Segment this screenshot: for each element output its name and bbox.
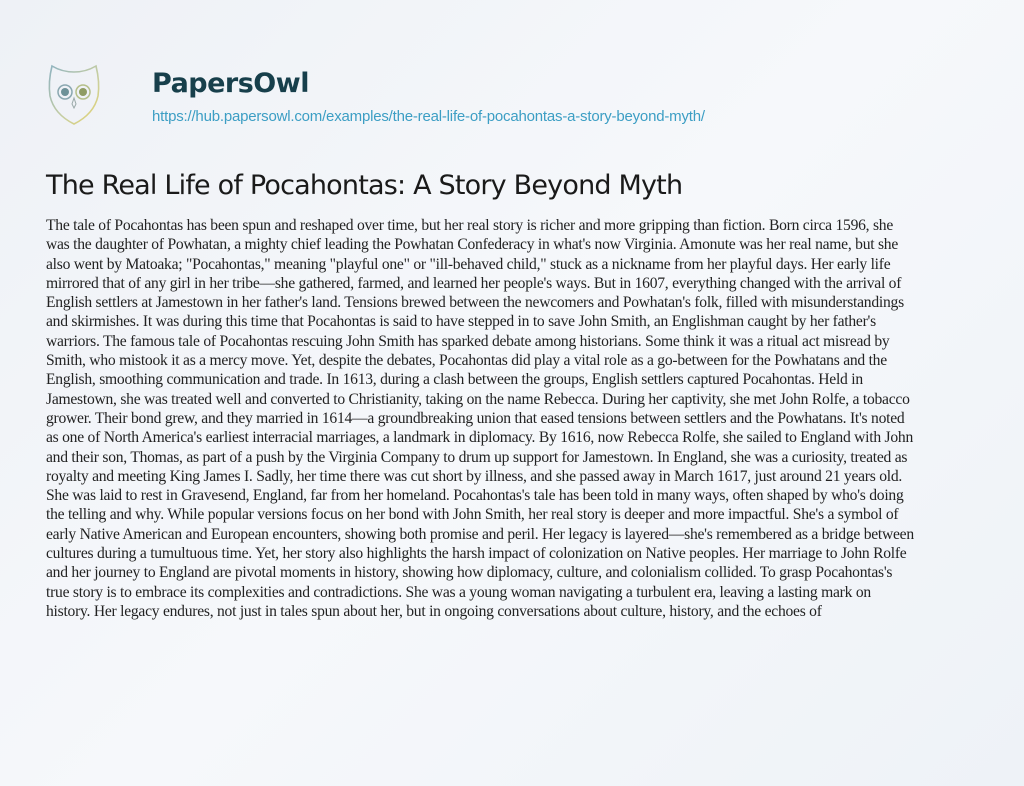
- article-text-line: true story is to embrace its complexities and contradictions. She was a young woman navigating a turbulent era, leaving a lasting mark on: [46, 583, 871, 601]
- article-text-line: and their son, Thomas, as part of a push by the Virginia Company to drum up support for Jamestown. In England, she was a curiosity, treated as: [46, 448, 908, 466]
- article-text-line: The tale of Pocahontas has been spun and reshaped over time, but her real story is richer and more gripping than fiction. Born circa 1596, she: [46, 217, 894, 234]
- article-text-line: royalty and meeting King James I. Sadly, her time there was cut short by illness, and she passed away in March 1617, just around 21 years old.: [46, 467, 903, 485]
- article-text-line: early Native American and European encounters, showing both promise and peril. Her legacy is layered—she's remembered as a bridge between: [46, 525, 914, 543]
- page-url[interactable]: https://hub.papersowl.com/examples/the-real-life-of-pocahontas-a-story-beyond-myth/: [152, 108, 705, 125]
- article-text-line: mirrored that of any girl in her tribe—she gathered, farmed, and learned her people's ways. But in 1607, everything changed with the arrival of: [46, 274, 902, 292]
- article-text-line: She was laid to rest in Gravesend, England, far from her homeland. Pocahontas's tale has been told in many ways, often shaped by who's doing: [46, 487, 904, 505]
- article-body: [46, 216, 1016, 621]
- article-text-line: and skirmishes. It was during this time that Pocahontas is said to have stepped in to save John Smith, an Englishman caught by her father's: [46, 313, 876, 331]
- article-text-line: as one of North America's earliest interracial marriages, a landmark in diplomacy. By 1616, now Rebecca Rolfe, she sailed to England with John: [46, 429, 914, 447]
- article-text-line: Jamestown, she was treated well and converted to Christianity, taking on the name Rebecca. During her captivity, she met John Rolfe, a tobacco: [46, 390, 910, 408]
- article-text-line: English, smoothing communication and trade. In 1613, during a clash between the groups, English settlers captured Pocahontas. Held in: [46, 371, 863, 389]
- article-text-line: cultures during a tumultuous time. Yet, her story also highlights the harsh impact of colonization on Native peoples. Her marriage to John Rolfe: [46, 545, 907, 563]
- article-text-line: and her journey to England are pivotal moments in history, showing how diplomacy, culture, and colonialism collided. To grasp Pocahontas's: [46, 564, 893, 582]
- article-text-line: the telling and why. While popular versions focus on her bond with John Smith, her real story is deeper and more impactful. She's a symbol of: [46, 506, 899, 524]
- article-text-line: was the daughter of Powhatan, a mighty chief leading the Powhatan Confederacy in what's now Virginia. Amonute was her real name, but she: [46, 236, 899, 254]
- article-text-line: history. Her legacy endures, not just in tales spun about her, but in ongoing conversations about culture, history, and the echoes of: [46, 602, 822, 620]
- brand-name[interactable]: PapersOwl: [152, 68, 309, 99]
- article-text-line: also went by Matoaka; "Pocahontas," meaning "playful one" or "ill-behaved child," stuck as a nickname from her playful days. Her early life: [46, 255, 891, 273]
- owl-logo-icon: [46, 62, 102, 128]
- article-text-line: Smith, who mistook it as a mercy move. Yet, despite the debates, Pocahontas did play a vital role as a go-between for the Powhatans and the: [46, 352, 887, 370]
- article-text-line: English settlers at Jamestown in her father's land. Tensions brewed between the newcomers and Powhatan's folk, filled with misunderstandings: [46, 294, 904, 312]
- article-text-line: grower. Their bond grew, and they married in 1614—a groundbreaking union that eased tensions between settlers and the Powhatans. It's noted: [46, 409, 905, 427]
- article-title: The Real Life of Pocahontas: A Story Beyond Myth: [46, 170, 683, 201]
- article-text-line: warriors. The famous tale of Pocahontas rescuing John Smith has sparked debate among historians. Some think it was a ritual act misread by: [46, 332, 890, 350]
